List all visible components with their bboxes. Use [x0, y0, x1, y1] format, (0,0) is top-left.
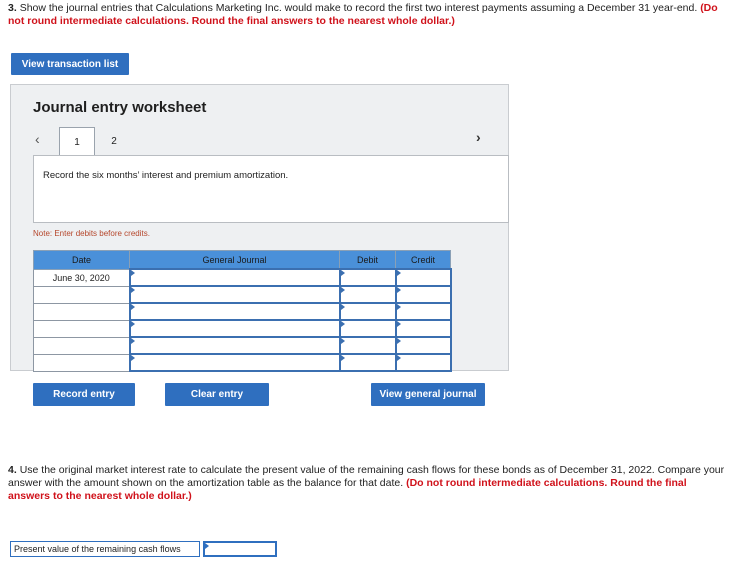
date-cell [34, 320, 130, 337]
question-3-text: Show the journal entries that Calculations Marketing Inc. would make to record the first two interest payments assuming a December 31 year-end. [19, 2, 698, 14]
column-header-debit: Debit [340, 251, 396, 270]
chevron-right-icon[interactable]: › [476, 129, 481, 145]
account-input[interactable] [130, 286, 340, 303]
account-input[interactable] [130, 269, 340, 286]
journal-table [33, 250, 452, 372]
credit-input[interactable] [396, 320, 451, 337]
clear-entry-button[interactable]: Clear entry [165, 383, 269, 406]
date-cell [34, 303, 130, 320]
present-value-input[interactable] [203, 541, 277, 557]
account-input[interactable] [130, 354, 340, 371]
credit-input[interactable] [396, 337, 451, 354]
debit-input[interactable] [340, 354, 396, 371]
present-value-label: Present value of the remaining cash flows [10, 541, 200, 557]
record-entry-button[interactable]: Record entry [33, 383, 135, 406]
date-cell: June 30, 2020 [34, 269, 130, 286]
table-row [34, 320, 451, 337]
worksheet-title: Journal entry worksheet [33, 99, 207, 116]
debit-input[interactable] [340, 320, 396, 337]
credit-input[interactable] [396, 269, 451, 286]
journal-entry-worksheet [10, 84, 509, 400]
question-4-number: 4. [8, 464, 17, 476]
table-row [34, 303, 451, 320]
question-4-instruction: (Do not round intermediate calculations. Round the final answers to the nearest whole dollar.) [8, 477, 687, 502]
question-3-instruction: (Do not round intermediate calculations. Round the final answers to the nearest whole dollar.) [8, 2, 718, 27]
tab-2[interactable]: 2 [111, 135, 117, 147]
entry-description-box [33, 155, 509, 223]
view-transaction-list-button[interactable]: View transaction list [11, 53, 129, 75]
table-row [34, 269, 451, 286]
debit-input[interactable] [340, 337, 396, 354]
account-input[interactable] [130, 320, 340, 337]
column-header-general-journal: General Journal [130, 251, 340, 270]
column-header-date: Date [34, 251, 130, 270]
date-cell [34, 337, 130, 354]
debit-input[interactable] [340, 269, 396, 286]
entry-description: Record the six months’ interest and premium amortization. [43, 170, 289, 181]
table-row [34, 337, 451, 354]
account-input[interactable] [130, 303, 340, 320]
debit-input[interactable] [340, 303, 396, 320]
credit-input[interactable] [396, 303, 451, 320]
account-input[interactable] [130, 337, 340, 354]
tab-1[interactable]: 1 [59, 127, 95, 157]
credit-input[interactable] [396, 286, 451, 303]
credit-input[interactable] [396, 354, 451, 371]
entry-note: Note: Enter debits before credits. [33, 229, 150, 238]
table-row [34, 286, 451, 303]
view-general-journal-button[interactable]: View general journal [371, 383, 485, 406]
date-cell [34, 286, 130, 303]
question-4 [8, 464, 728, 503]
chevron-left-icon[interactable]: ‹ [35, 131, 40, 147]
column-header-credit: Credit [396, 251, 451, 270]
debit-input[interactable] [340, 286, 396, 303]
table-row [34, 354, 451, 371]
question-3-number: 3. [8, 2, 17, 14]
date-cell [34, 354, 130, 371]
question-3 [8, 2, 728, 28]
question-4-text: Use the original market interest rate to calculate the present value of the remaining cash flows for these bonds as of December 31, 2022. Compare your answer with the amount shown on the amortization table as the balance for that date. [8, 464, 725, 489]
